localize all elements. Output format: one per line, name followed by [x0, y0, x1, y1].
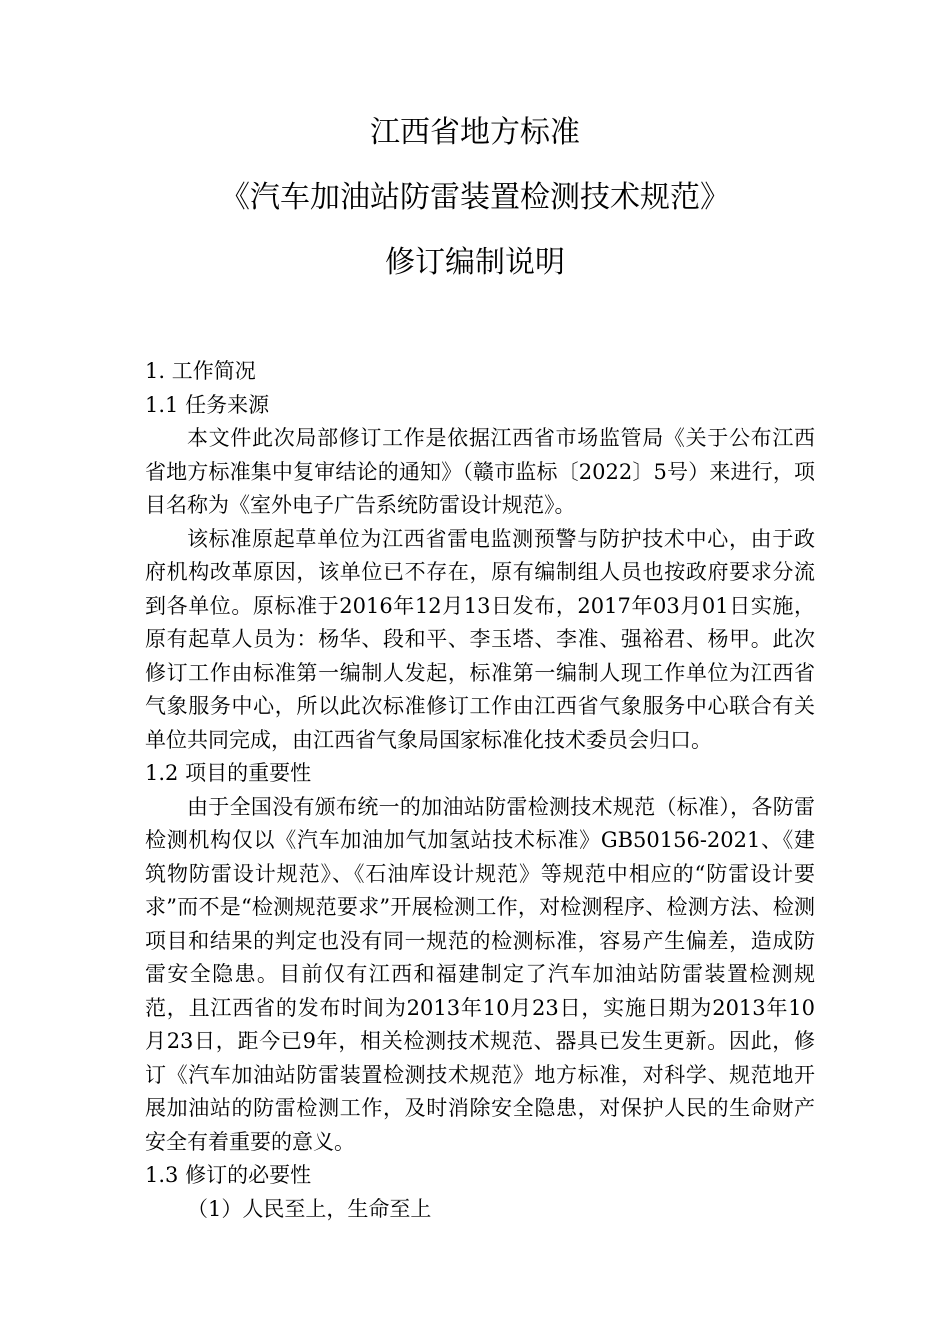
paragraph-task-source-1: 本文件此次局部修订工作是依据江西省市场监管局《关于公布江西省地方标准集中复审结论的通知》（赣市监标〔2022〕5号）来进行，项目名称为《室外电子广告系统防雷设计规范》。: [145, 426, 815, 517]
title-line-standard-name: 《汽车加油站防雷装置检测技术规范》: [220, 180, 730, 215]
document-body: [145, 355, 815, 1226]
title-line-province-standard: 江西省地方标准: [370, 115, 580, 150]
paragraph-task-source-2: 该标准原起草单位为江西省雷电监测预警与防护技术中心，由于政府机构改革原因，该单位已不存在，原有编制组人员也按政府要求分流到各单位。原标准于2016年12月13日发布，2017年03月01日实施，原有起草人员为：杨华、段和平、李玉塔、李准、强裕君、杨甲。此次修订工作由标准第一编制人发起，标准第一编制人现工作单位为江西省气象服务中心，所以此次标准修订工作由江西省气象服务中心联合有关单位共同完成，由江西省气象局国家标准化技术委员会归口。: [145, 526, 815, 752]
list-item-necessity-1: （1）人民至上，生命至上: [187, 1196, 432, 1221]
title-line-revision-notes: 修订编制说明: [385, 245, 565, 280]
section-heading-importance: 1.2 项目的重要性: [145, 761, 312, 785]
section-heading-necessity: 1.3 修订的必要性: [145, 1163, 312, 1187]
paragraph-importance-1: 由于全国没有颁布统一的加油站防雷检测技术规范（标准），各防雷检测机构仅以《汽车加油加气加氢站技术标准》GB50156-2021、《建筑物防雷设计规范》、《石油库设计规范》等规范中相应的“防雷设计要求”而不是“检测规范要求”开展检测工作，对检测程序、检测方法、检测项目和结果的判定也没有同一规范的检测标准，容易产生偏差，造成防雷安全隐患。目前仅有江西和福建制定了汽车加油站防雷装置检测规范，且江西省的发布时间为2013年10月23日，实施日期为2013年10月23日，距今已9年，相关检测技术规范、器具已发生更新。因此，修订《汽车加油站防雷装置检测技术规范》地方标准，对科学、规范地开展加油站的防雷检测工作，及时消除安全隐患，对保护人民的生命财产安全有着重要的意义。: [145, 794, 815, 1154]
section-heading-task-source: 1.1 任务来源: [145, 392, 270, 417]
document-title: [0, 115, 950, 313]
section-heading-work-overview: 1. 工作简况: [145, 359, 256, 383]
